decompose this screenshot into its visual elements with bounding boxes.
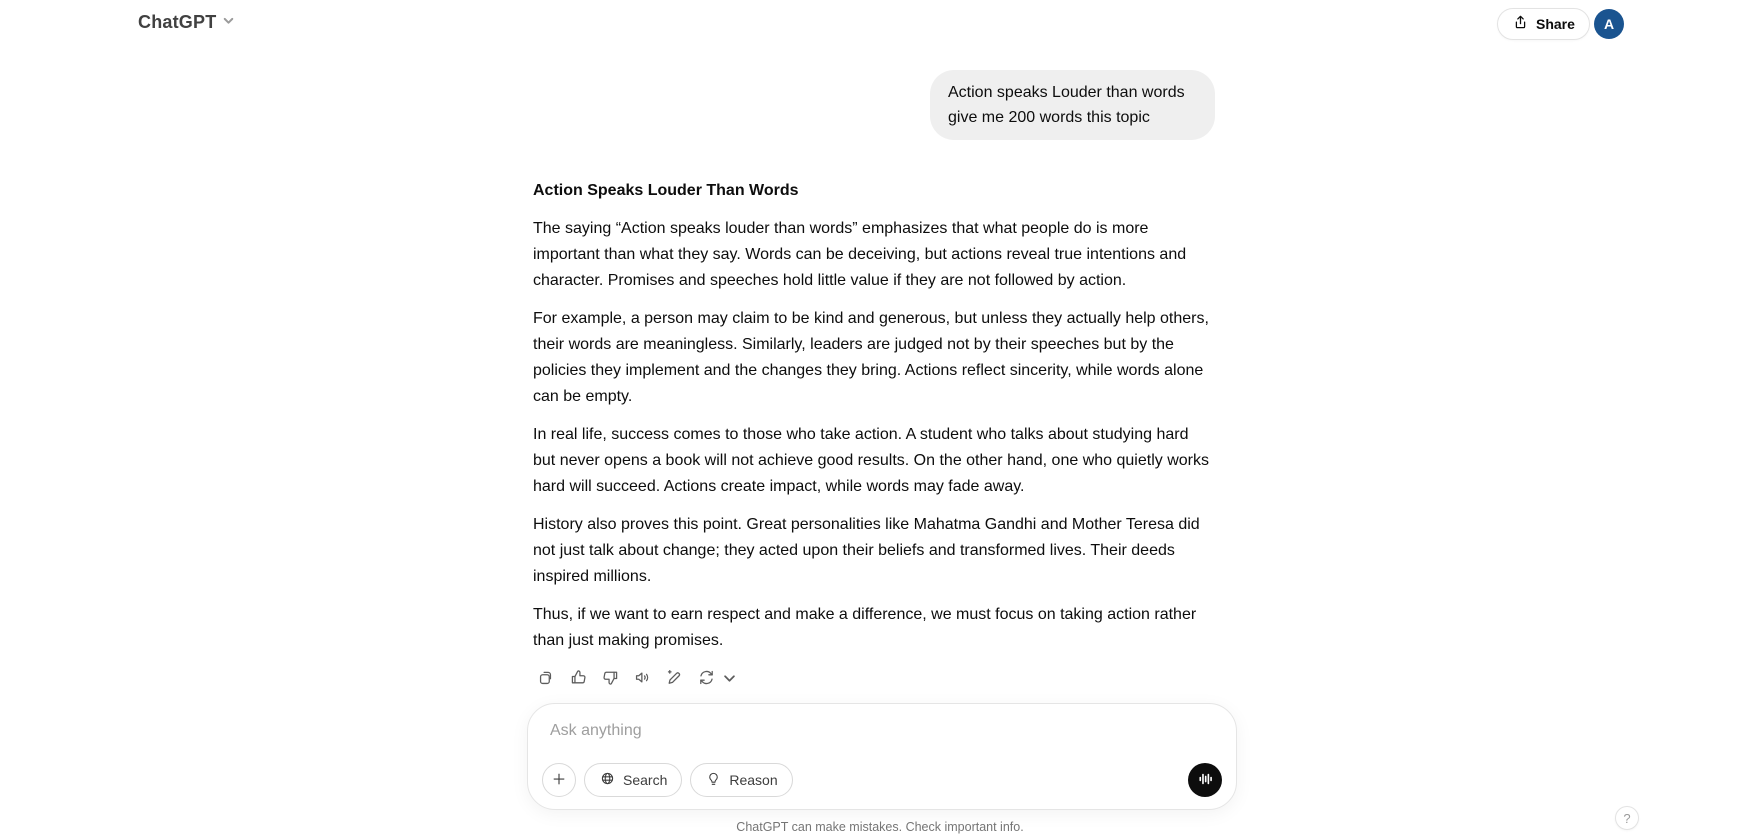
refresh-icon (697, 668, 716, 690)
copy-icon (537, 668, 556, 690)
reason-tool-label: Reason (729, 772, 778, 788)
bad-response-button[interactable] (597, 666, 623, 692)
upload-icon (1512, 14, 1529, 34)
message-actions (533, 666, 1215, 692)
read-aloud-button[interactable] (629, 666, 655, 692)
disclaimer: ChatGPT can make mistakes. Check important info. (736, 820, 1024, 834)
search-tool-label: Search (623, 772, 668, 788)
composer (527, 703, 1237, 810)
help-button[interactable]: ? (1615, 806, 1639, 830)
user-message-row (533, 70, 1215, 140)
model-selector[interactable] (130, 8, 243, 37)
attach-button[interactable] (542, 763, 576, 797)
assistant-paragraph: History also proves this point. Great personalities like Mahatma Gandhi and Mother Teresa did not just talk about change; they acted upon their beliefs and transformed lives. Their deeds inspired millions. (533, 516, 1200, 585)
search-tool-button[interactable] (584, 763, 682, 797)
edit-button[interactable] (661, 666, 687, 692)
regenerate-group (693, 666, 737, 692)
user-message-bubble: Action speaks Louder than words give me 200 words this topic (930, 70, 1215, 140)
plus-icon (550, 770, 568, 791)
composer-tools (542, 763, 793, 797)
assistant-heading: Action Speaks Louder Than Words (533, 182, 799, 199)
app-title: ChatGPT (138, 12, 217, 32)
voice-mode-button[interactable] (1188, 763, 1222, 797)
regenerate-button[interactable] (693, 666, 719, 692)
waveform-icon (1196, 770, 1214, 791)
good-response-button[interactable] (565, 666, 591, 692)
more-options-button[interactable] (721, 666, 737, 692)
share-label: Share (1536, 16, 1575, 32)
message-input[interactable] (550, 719, 1110, 743)
assistant-paragraph: In real life, success comes to those who take action. A student who talks about studying hard but never opens a book will not achieve good results. On the other hand, one who quietly works hard will succeed. Actions create impact, while words may fade away. (533, 426, 1209, 495)
lightbulb-icon (705, 770, 722, 790)
thumbs-up-icon (569, 668, 588, 690)
assistant-paragraph: For example, a person may claim to be kind and generous, but unless they actually help others, their words are meaningless. Similarly, leaders are judged not by their speeches but by the policies they implement and the changes they bring. Actions reflect sincerity, while words alone can be empty. (533, 310, 1209, 405)
chevron-down-icon (724, 672, 735, 687)
avatar-initial: A (1603, 16, 1615, 32)
avatar[interactable] (1594, 9, 1624, 39)
conversation (533, 0, 1215, 692)
speaker-icon (633, 668, 652, 690)
assistant-paragraph: Thus, if we want to earn respect and make a difference, we must focus on taking action rather than just making promises. (533, 606, 1197, 649)
copy-button[interactable] (533, 666, 559, 692)
thumbs-down-icon (601, 668, 620, 690)
pencil-sparkle-icon (665, 668, 684, 690)
reason-tool-button[interactable] (690, 763, 792, 797)
chevron-down-icon (222, 14, 235, 32)
assistant-paragraph: The saying “Action speaks louder than words” emphasizes that what people do is more important than what they say. Words can be deceiving, but actions reveal true intentions and character. Promises and speeches hold little value if they are not followed by action. (533, 220, 1187, 289)
share-button[interactable] (1497, 8, 1590, 40)
globe-icon (599, 770, 616, 790)
assistant-message (533, 178, 1215, 692)
